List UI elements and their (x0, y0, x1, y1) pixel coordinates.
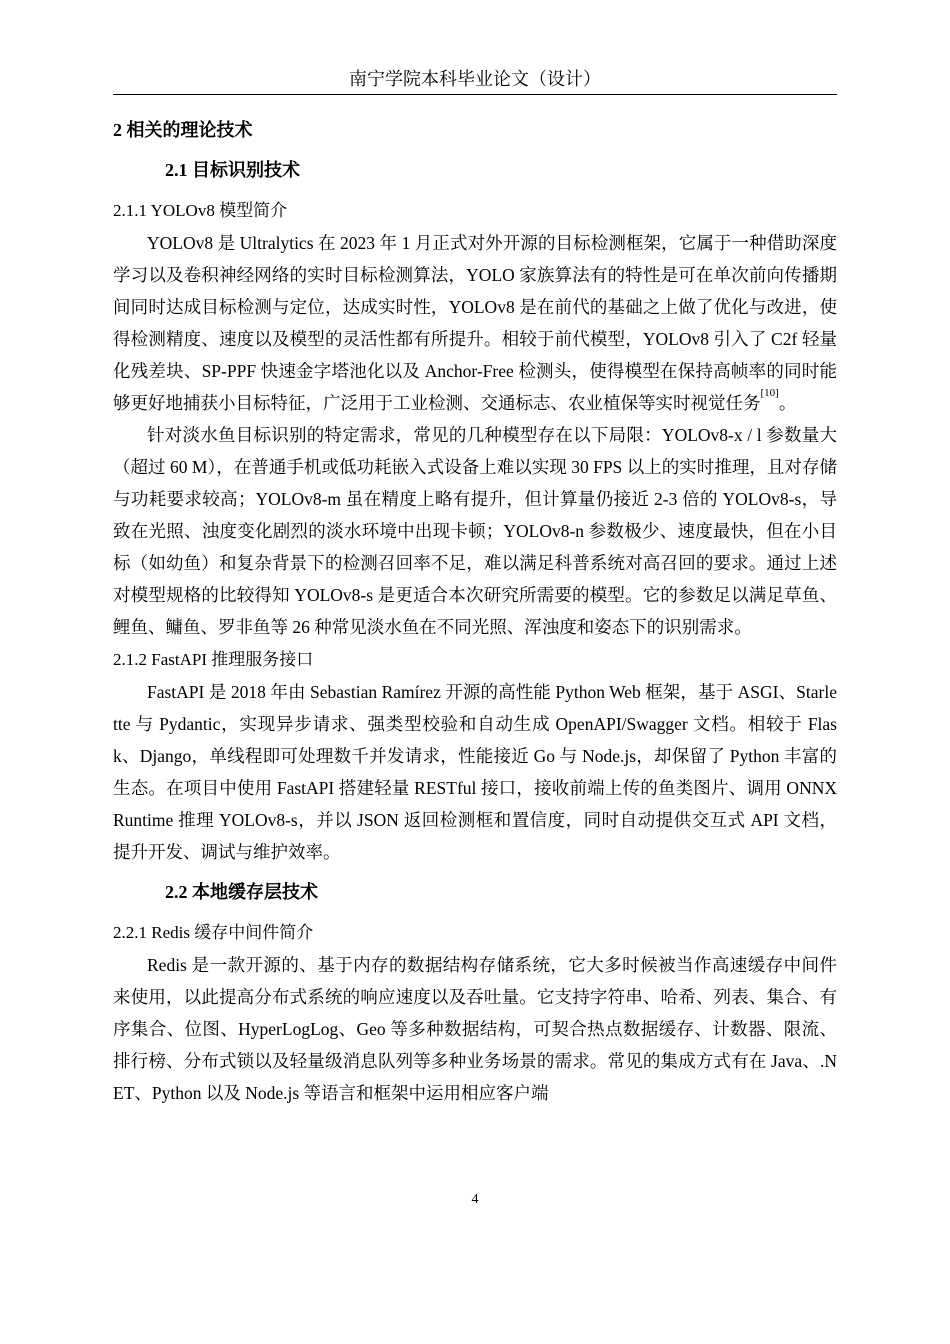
page-body (113, 114, 837, 1109)
paragraph-yolov8-intro (113, 227, 837, 419)
chapter-heading: 2 相关的理论技术 (113, 120, 253, 140)
subsection-heading-2-2-1: 2.2.1 Redis 缓存中间件简介 (113, 923, 314, 942)
paragraph-fastapi: FastAPI 是 2018 年由 Sebastian Ramírez 开源的高性能 Python Web 框架，基于 ASGI、Starlette 与 Pydantic，实现异步请求、强类型校验和自动生成 OpenAPI/Swagger 文档。相较于 Flask、Django，单线程即可处理数千并发请求，性能接近 Go 与 Node.js，却保留了 Python 丰富的生态。在项目中使用 FastAPI 搭建轻量 RESTful 接口，接收前端上传的鱼类图片、调用 ONNX Runtime 推理 YOLOv8-s，并以 JSON 返回检测框和置信度，同时自动提供交互式 API 文档，提升开发、调试与维护效率。 (113, 682, 837, 862)
subsection-heading-2-1-2: 2.1.2 FastAPI 推理服务接口 (113, 650, 314, 669)
paragraph-yolov8-intro-text: YOLOv8 是 Ultralytics 在 2023 年 1 月正式对外开源的目标检测框架，它属于一种借助深度学习以及卷积神经网络的实时目标检测算法，YOLO 家族算法有的特性是可在单次前向传播期间同时达成目标检测与定位，达成实时性，YOLOv8 是在前代的基础之上做了优化与改进，使得检测精度、速度以及模型的灵活性都有所提升。相较于前代模型，YOLOv8 引入了 C2f 轻量化残差块、SP-PPF 快速金字塔池化以及 Anchor-Free 检测头，使得模型在保持高帧率的同时能够更好地捕获小目标特征，广泛用于工业检测、交通标志、农业植保等实时视觉任务 (113, 233, 837, 413)
paragraph-end: 。 (778, 393, 797, 413)
section-heading-2-2: 2.2 本地缓存层技术 (165, 882, 318, 902)
paragraph-model-comparison: 针对淡水鱼目标识别的特定需求，常见的几种模型存在以下局限：YOLOv8-x / l 参数量大（超过 60 M），在普通手机或低功耗嵌入式设备上难以实现 30 FPS 以上的实时推理，且对存储与功耗要求较高；YOLOv8-m 虽在精度上略有提升，但计算量仍接近 2-3 倍的 YOLOv8-s，导致在光照、浊度变化剧烈的淡水环境中出现卡顿；YOLOv8-n 参数极少、速度最快，但在小目标（如幼鱼）和复杂背景下的检测召回率不足，难以满足科普系统对高召回的要求。通过上述对模型规格的比较得知 YOLOv8-s 是更适合本次研究所需要的模型。它的参数足以满足草鱼、鲤鱼、鳙鱼、罗非鱼等 26 种常见淡水鱼在不同光照、浑浊度和姿态下的识别需求。 (113, 425, 837, 637)
paragraph-redis: Redis 是一款开源的、基于内存的数据结构存储系统，它大多时候被当作高速缓存中间件来使用，以此提高分布式系统的响应速度以及吞吐量。它支持字符串、哈希、列表、集合、有序集合、位图、HyperLogLog、Geo 等多种数据结构，可契合热点数据缓存、计数器、限流、排行榜、分布式锁以及轻量级消息队列等多种业务场景的需求。常见的集成方式有在 Java、.NET、Python 以及 Node.js 等语言和框架中运用相应客户端 (113, 955, 837, 1103)
citation-ref: [10] (760, 387, 779, 399)
page-number: 4 (471, 1192, 479, 1207)
section-heading-2-1: 2.1 目标识别技术 (165, 160, 300, 180)
page-header: 南宁学院本科毕业论文（设计） (113, 65, 837, 95)
subsection-heading-2-1-1: 2.1.1 YOLOv8 模型简介 (113, 201, 288, 220)
